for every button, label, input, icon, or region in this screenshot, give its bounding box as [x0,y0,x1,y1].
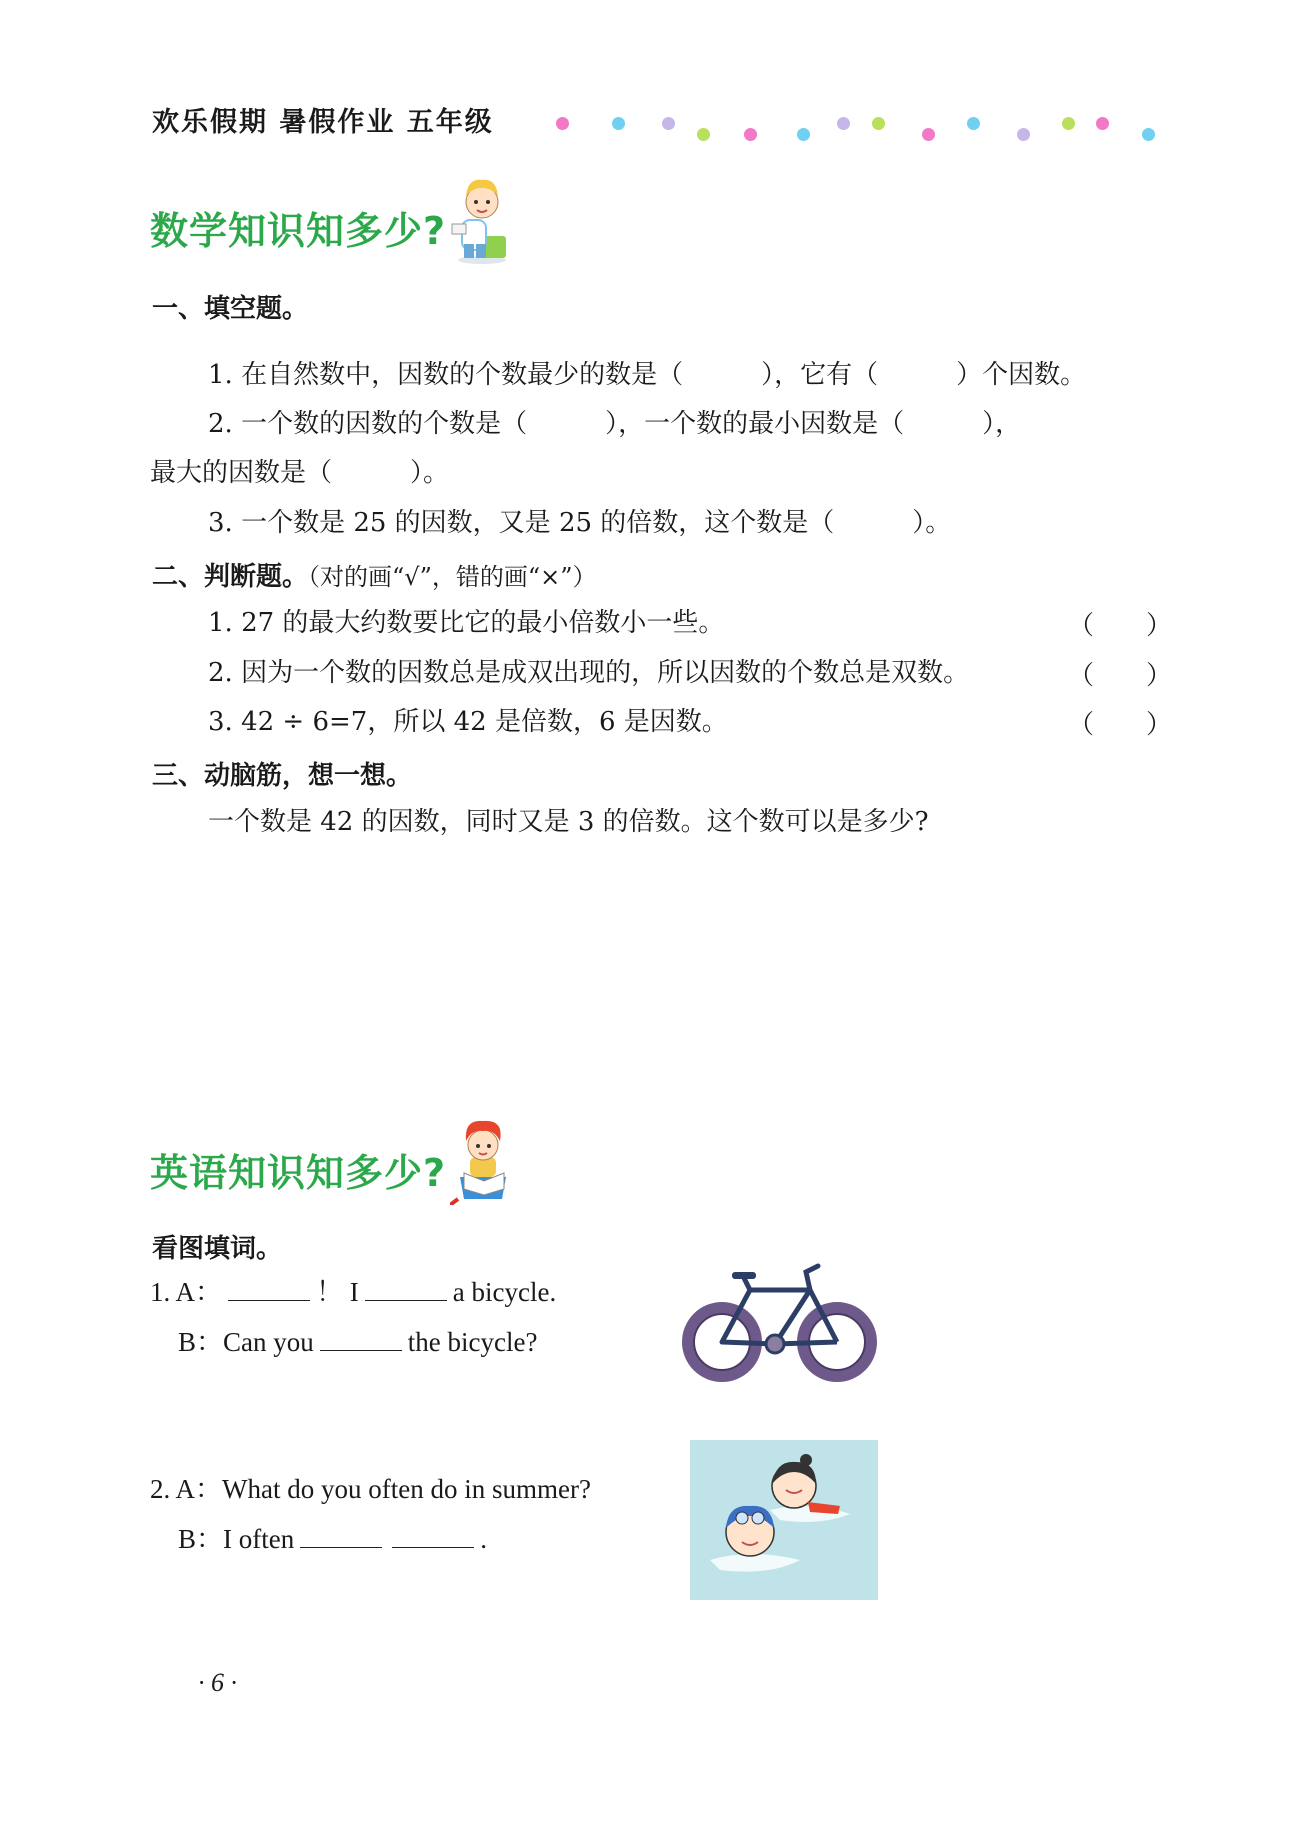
swimming-kids-illustration [690,1440,878,1600]
english-q2-b-suffix: . [480,1524,487,1554]
judge-heading [152,556,597,593]
fill-question-3: 3. 一个数是 25 的因数，又是 25 的倍数，这个数是（ ）。 [208,508,952,538]
answer-blank[interactable] [228,1278,310,1301]
english-heading: 看图填词。 [152,1234,283,1264]
english-q1-a [150,1270,556,1309]
english-q1-b [178,1320,537,1359]
english-section-title: 英语知识知多少? [150,1151,447,1195]
decorative-dot [837,117,850,130]
decorative-dot [1096,117,1109,130]
fill-question-2-part-2: 最大的因数是（ ）。 [150,458,450,488]
judge-question-2: 2. 因为一个数的因数总是成双出现的，所以因数的个数总是双数。 [208,658,970,688]
judge-question-3: 3. 42 ÷ 6=7，所以 42 是倍数，6 是因数。 [208,707,728,737]
decorative-dot [744,128,757,141]
judge-heading-text: 二、判断题。 [152,562,309,592]
english-q1-a-prefix: 1. A： [150,1277,223,1307]
header-title: 欢乐假期 暑假作业 五年级 [152,107,494,138]
math-section-title: 数学知识知多少? [150,209,447,253]
think-question: 一个数是 42 的因数，同时又是 3 的倍数。这个数可以是多少? [208,807,929,837]
decorative-dot [1062,117,1075,130]
english-q1-a-suffix: a bicycle. [452,1277,557,1307]
decorative-dot [612,117,625,130]
decorative-dot [872,117,885,130]
english-q1-b-suffix: the bicycle? [407,1327,538,1357]
judge-answer-2: （ ） [1068,661,1173,691]
judge-question-1: 1. 27 的最大约数要比它的最小倍数小一些。 [208,608,725,638]
answer-blank[interactable] [300,1525,382,1548]
english-q2-a: 2. A：What do you often do in summer? [150,1474,591,1504]
decorative-dot [662,117,675,130]
page-number: · 6 · [198,1668,237,1697]
judge-note: （对的画“√”，错的画“×”） [308,563,597,591]
english-q2-b-prefix: B：I often [178,1524,295,1554]
decorative-dot [697,128,710,141]
decorative-dot [967,117,980,130]
fill-question-1: 1. 在自然数中，因数的个数最少的数是（ ），它有（ ）个因数。 [208,360,1087,390]
decorative-dot [1142,128,1155,141]
decorative-dot [797,128,810,141]
boy-reading-book-icon [450,1115,516,1205]
decorative-dot [1017,128,1030,141]
fill-blank-heading: 一、填空题。 [152,294,309,324]
judge-answer-1: （ ） [1068,611,1173,641]
bicycle-illustration [680,1262,880,1384]
english-q1-a-middle: ！ I [316,1277,359,1307]
decorative-dot [922,128,935,141]
decorative-dot [556,117,569,130]
judge-answer-3: （ ） [1068,710,1173,740]
think-heading: 三、动脑筋，想一想。 [152,761,413,791]
boy-reading-icon [448,172,516,264]
answer-blank[interactable] [392,1525,474,1548]
english-q2-b [178,1517,487,1556]
answer-blank[interactable] [365,1278,447,1301]
english-q1-b-prefix: B：Can you [178,1327,314,1357]
answer-blank[interactable] [320,1328,402,1351]
fill-question-2-part-1: 2. 一个数的因数的个数是（ ），一个数的最小因数是（ ）， [208,409,1022,439]
